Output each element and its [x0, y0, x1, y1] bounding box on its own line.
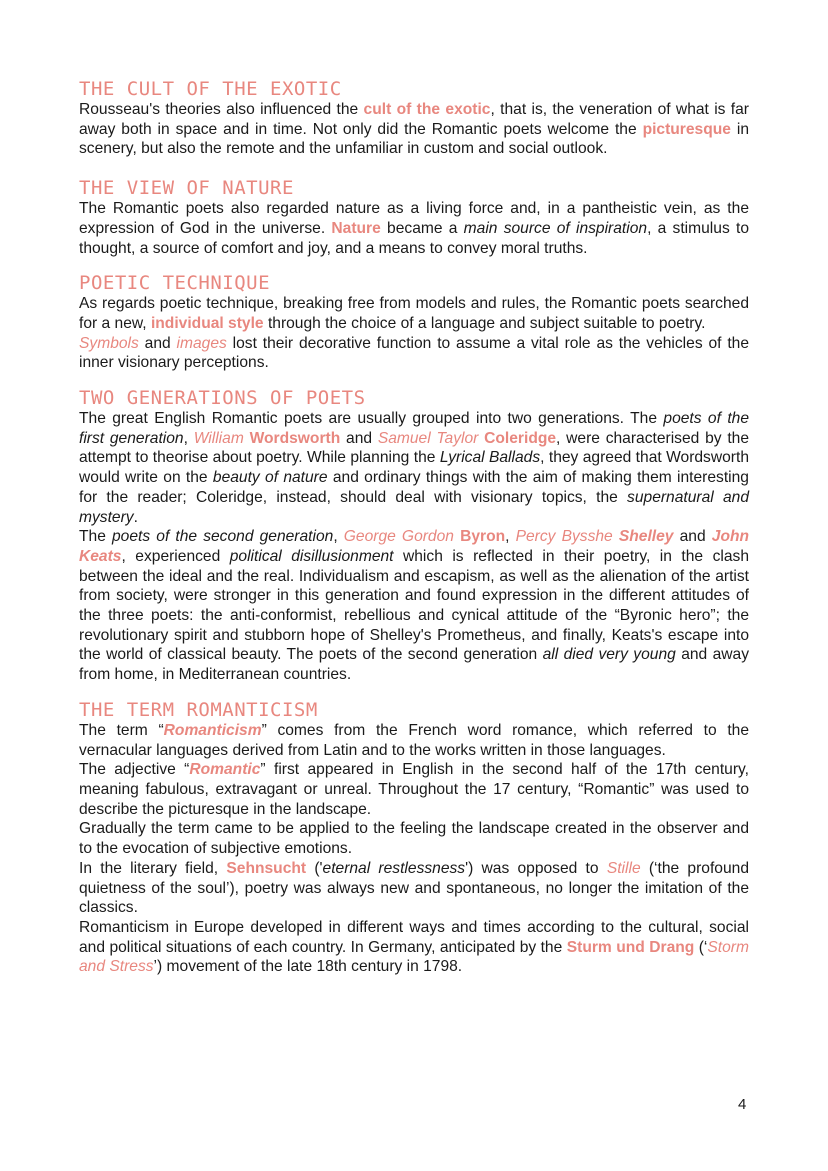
highlighted-text: picturesque — [642, 120, 731, 138]
paragraph — [79, 199, 749, 258]
text-run: The adjective “ — [79, 761, 190, 779]
text-run: Gradually the term came to be applied to the feeling the landscape created in the observer and to the evocation of subjective emotions. — [79, 820, 749, 858]
highlighted-text: Storm and Stress — [79, 938, 749, 976]
highlighted-text: Romanticism — [163, 721, 262, 739]
document-body — [79, 78, 749, 977]
highlighted-text: Percy Bysshe — [515, 528, 619, 546]
section-view-of-nature — [79, 177, 749, 258]
text-run: and away from home, in Mediterranean countries. — [79, 646, 750, 684]
text-run: , they agreed that Wordsworth would write on the — [79, 449, 749, 487]
highlighted-text: Nature — [331, 219, 381, 237]
section-two-generations — [79, 387, 749, 685]
section-heading: THE CULT OF THE EXOTIC — [79, 78, 342, 100]
section-heading: THE VIEW OF NATURE — [79, 177, 294, 200]
highlighted-text: beauty of nature — [212, 469, 328, 487]
paragraph — [79, 100, 749, 159]
paragraph — [79, 334, 749, 373]
text-run: , — [183, 429, 194, 447]
section-heading: POETIC TECHNIQUE — [79, 272, 271, 295]
section-cult-of-exotic — [79, 78, 749, 159]
text-run: . — [133, 508, 138, 526]
highlighted-text: Lyrical Ballads — [439, 449, 541, 467]
highlighted-text: George Gordon — [343, 528, 461, 546]
text-run: (' — [306, 859, 323, 877]
highlighted-text: William — [193, 429, 250, 447]
text-run: and — [138, 334, 177, 352]
text-run: and — [340, 429, 378, 447]
highlighted-text: Sehnsucht — [226, 859, 307, 877]
section-heading: THE TERM ROMANTICISM — [79, 698, 318, 721]
text-run: , — [333, 528, 344, 546]
highlighted-text: Samuel Taylor — [377, 429, 485, 447]
paragraph — [79, 859, 749, 918]
highlighted-text: Shelley — [618, 528, 674, 546]
highlighted-text: Sturm und Drang — [566, 938, 695, 956]
highlighted-text: main source of inspiration — [463, 219, 648, 237]
text-run: , a stimulus to thought, a source of comfort and joy, and a means to convey moral truths. — [79, 219, 749, 257]
text-run: , that is, the veneration of what is far away both in space and in time. Not only did the Romantic poets welcome the — [79, 101, 750, 138]
text-run: (‘ — [694, 938, 708, 956]
text-run: , — [505, 528, 516, 546]
highlighted-text: Coleridge — [484, 429, 557, 447]
text-run: became a — [380, 219, 464, 237]
highlighted-text: Symbols — [79, 334, 139, 352]
text-run: which is reflected in their poetry, in the clash between the ideal and the real. Individualism and escapism, as well as the alienation of the artist from society, were stronger in this generation and found expression in the different attitudes of the three poets: the anti-conformist, rebellious and cynical attitude of the “Byronic hero”; the revolutionary spirit and stubborn hope of Shelley's Prometheus, and finally, Keats's escape into the world of classical beauty. The poets of the second generation — [79, 547, 749, 664]
highlighted-text: Stille — [606, 859, 641, 877]
text-run: through the choice of a language and subject suitable to poetry. — [263, 314, 706, 332]
page-number: 4 — [738, 1096, 747, 1113]
highlighted-text: supernatural and mystery — [79, 488, 749, 526]
highlighted-text: images — [176, 334, 227, 352]
text-run: The great English Romantic poets are usually grouped into two generations. The — [79, 410, 664, 428]
text-run: , experienced — [121, 547, 230, 565]
text-run: In the literary field, — [79, 859, 227, 877]
text-run: ’) movement of the late 18th century in 1798. — [153, 958, 463, 976]
paragraph — [79, 527, 749, 685]
highlighted-text: political disillusionment — [229, 547, 394, 565]
highlighted-text: poets of the second generation — [112, 528, 334, 546]
text-run: and — [673, 528, 712, 546]
text-run: As regards poetic technique, breaking free from models and rules, the Romantic poets searched for a new, — [79, 295, 749, 332]
paragraph — [79, 294, 749, 333]
highlighted-text: eternal restlessness — [322, 859, 466, 877]
paragraph — [79, 409, 749, 527]
text-run: The Romantic poets also regarded nature as a living force and, in a pantheistic vein, as the expression of God in the universe. — [79, 200, 749, 237]
text-run: Romanticism in Europe developed in different ways and times according to the cultural, social and political situations of each country. In Germany, anticipated by the — [79, 918, 749, 956]
paragraph — [79, 918, 749, 977]
paragraph — [79, 819, 749, 858]
text-run: The term “ — [79, 721, 164, 739]
text-run: The — [79, 528, 112, 546]
text-run: lost their decorative function to assume a vital role as the vehicles of the inner visionary perceptions. — [79, 334, 749, 372]
text-run: (‘the profound quietness of the soul’), poetry was always new and spontaneous, no longer the imitation of the classics. — [79, 859, 749, 917]
text-run: ” comes from the French word romance, which referred to the vernacular languages derived from Latin and to the works written in those languages. — [79, 721, 750, 759]
highlighted-text: John Keats — [79, 528, 750, 565]
highlighted-text: Byron — [460, 528, 506, 546]
text-run: ') was opposed to — [465, 859, 607, 877]
text-run: ” first appeared in English in the second half of the 17th century, meaning fabulous, extravagant or unreal. Throughout the 17 century, “Romantic” was used to describe the picturesque in the landscape. — [79, 761, 749, 818]
section-term-romanticism — [79, 699, 749, 977]
section-heading: TWO GENERATIONS OF POETS — [79, 387, 366, 410]
text-run: , were characterised by the attempt to theorise about poetry. While planning the — [79, 429, 750, 467]
highlighted-text: Romantic — [189, 761, 261, 779]
highlighted-text: all died very young — [542, 646, 676, 664]
text-run: in scenery, but also the remote and the unfamiliar in custom and social outlook. — [79, 120, 749, 158]
text-run: Rousseau's theories also influenced the — [79, 101, 364, 118]
highlighted-text: cult of the exotic — [363, 101, 491, 118]
highlighted-text: poets of the first generation — [79, 410, 750, 447]
highlighted-text: Wordsworth — [249, 429, 341, 447]
highlighted-text: individual style — [150, 314, 264, 332]
text-run: and ordinary things with the aim of making them interesting for the reader; Coleridge, instead, should deal with visionary topics, the — [79, 469, 749, 506]
section-poetic-technique — [79, 272, 749, 373]
paragraph — [79, 760, 749, 819]
paragraph — [79, 721, 749, 760]
